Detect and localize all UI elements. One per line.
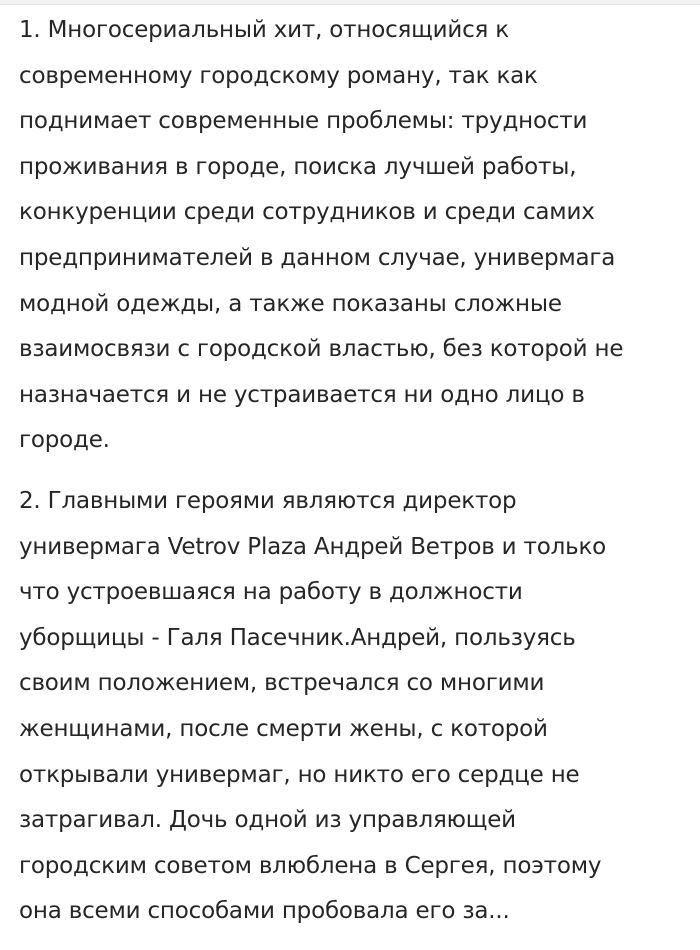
article-text	[19, 8, 684, 950]
text-line: взаимосвязи с городской властью, без которой не	[19, 336, 624, 363]
top-bar	[0, 0, 700, 5]
text-line: проживания в городе, поиска лучшей работы,	[19, 153, 577, 180]
paragraph-1	[19, 8, 684, 464]
text-line: что устроевшаяся на работу в должности	[19, 579, 523, 606]
text-line: конкуренции среди сотрудников и среди самих	[19, 199, 595, 226]
text-line: 2. Главными героями являются директор	[19, 487, 517, 514]
text-line: городским советом влюблена в Сергея, поэтому	[19, 852, 602, 879]
text-line: затрагивал. Дочь одной из управляющей	[19, 807, 516, 834]
text-line: открывали универмаг, но никто его сердце не	[19, 761, 580, 788]
text-line: современному городскому роману, так как	[19, 62, 538, 89]
text-line: назначается и не устраивается ни одно лицо в	[19, 381, 585, 408]
text-line: женщинами, после смерти жены, с которой	[19, 715, 548, 742]
text-line: модной одежды, а также показаны сложные	[19, 290, 562, 317]
paragraph-2	[19, 479, 684, 935]
text-line: 1. Многосериальный хит, относящийся к	[19, 17, 509, 43]
text-line: она всеми способами пробовала его за...	[19, 898, 510, 925]
text-line: уборщицы - Галя Пасечник.Андрей, пользуясь	[19, 624, 576, 651]
text-line: поднимает современные проблемы: трудности	[19, 108, 588, 135]
text-line: предпринимателей в данном случае, универмага	[19, 244, 616, 271]
text-line: городе.	[19, 427, 110, 454]
text-line: универмага Vetrov Plaza Андрей Ветров и только	[19, 533, 607, 560]
text-line: своим положением, встречался со многими	[19, 670, 545, 697]
